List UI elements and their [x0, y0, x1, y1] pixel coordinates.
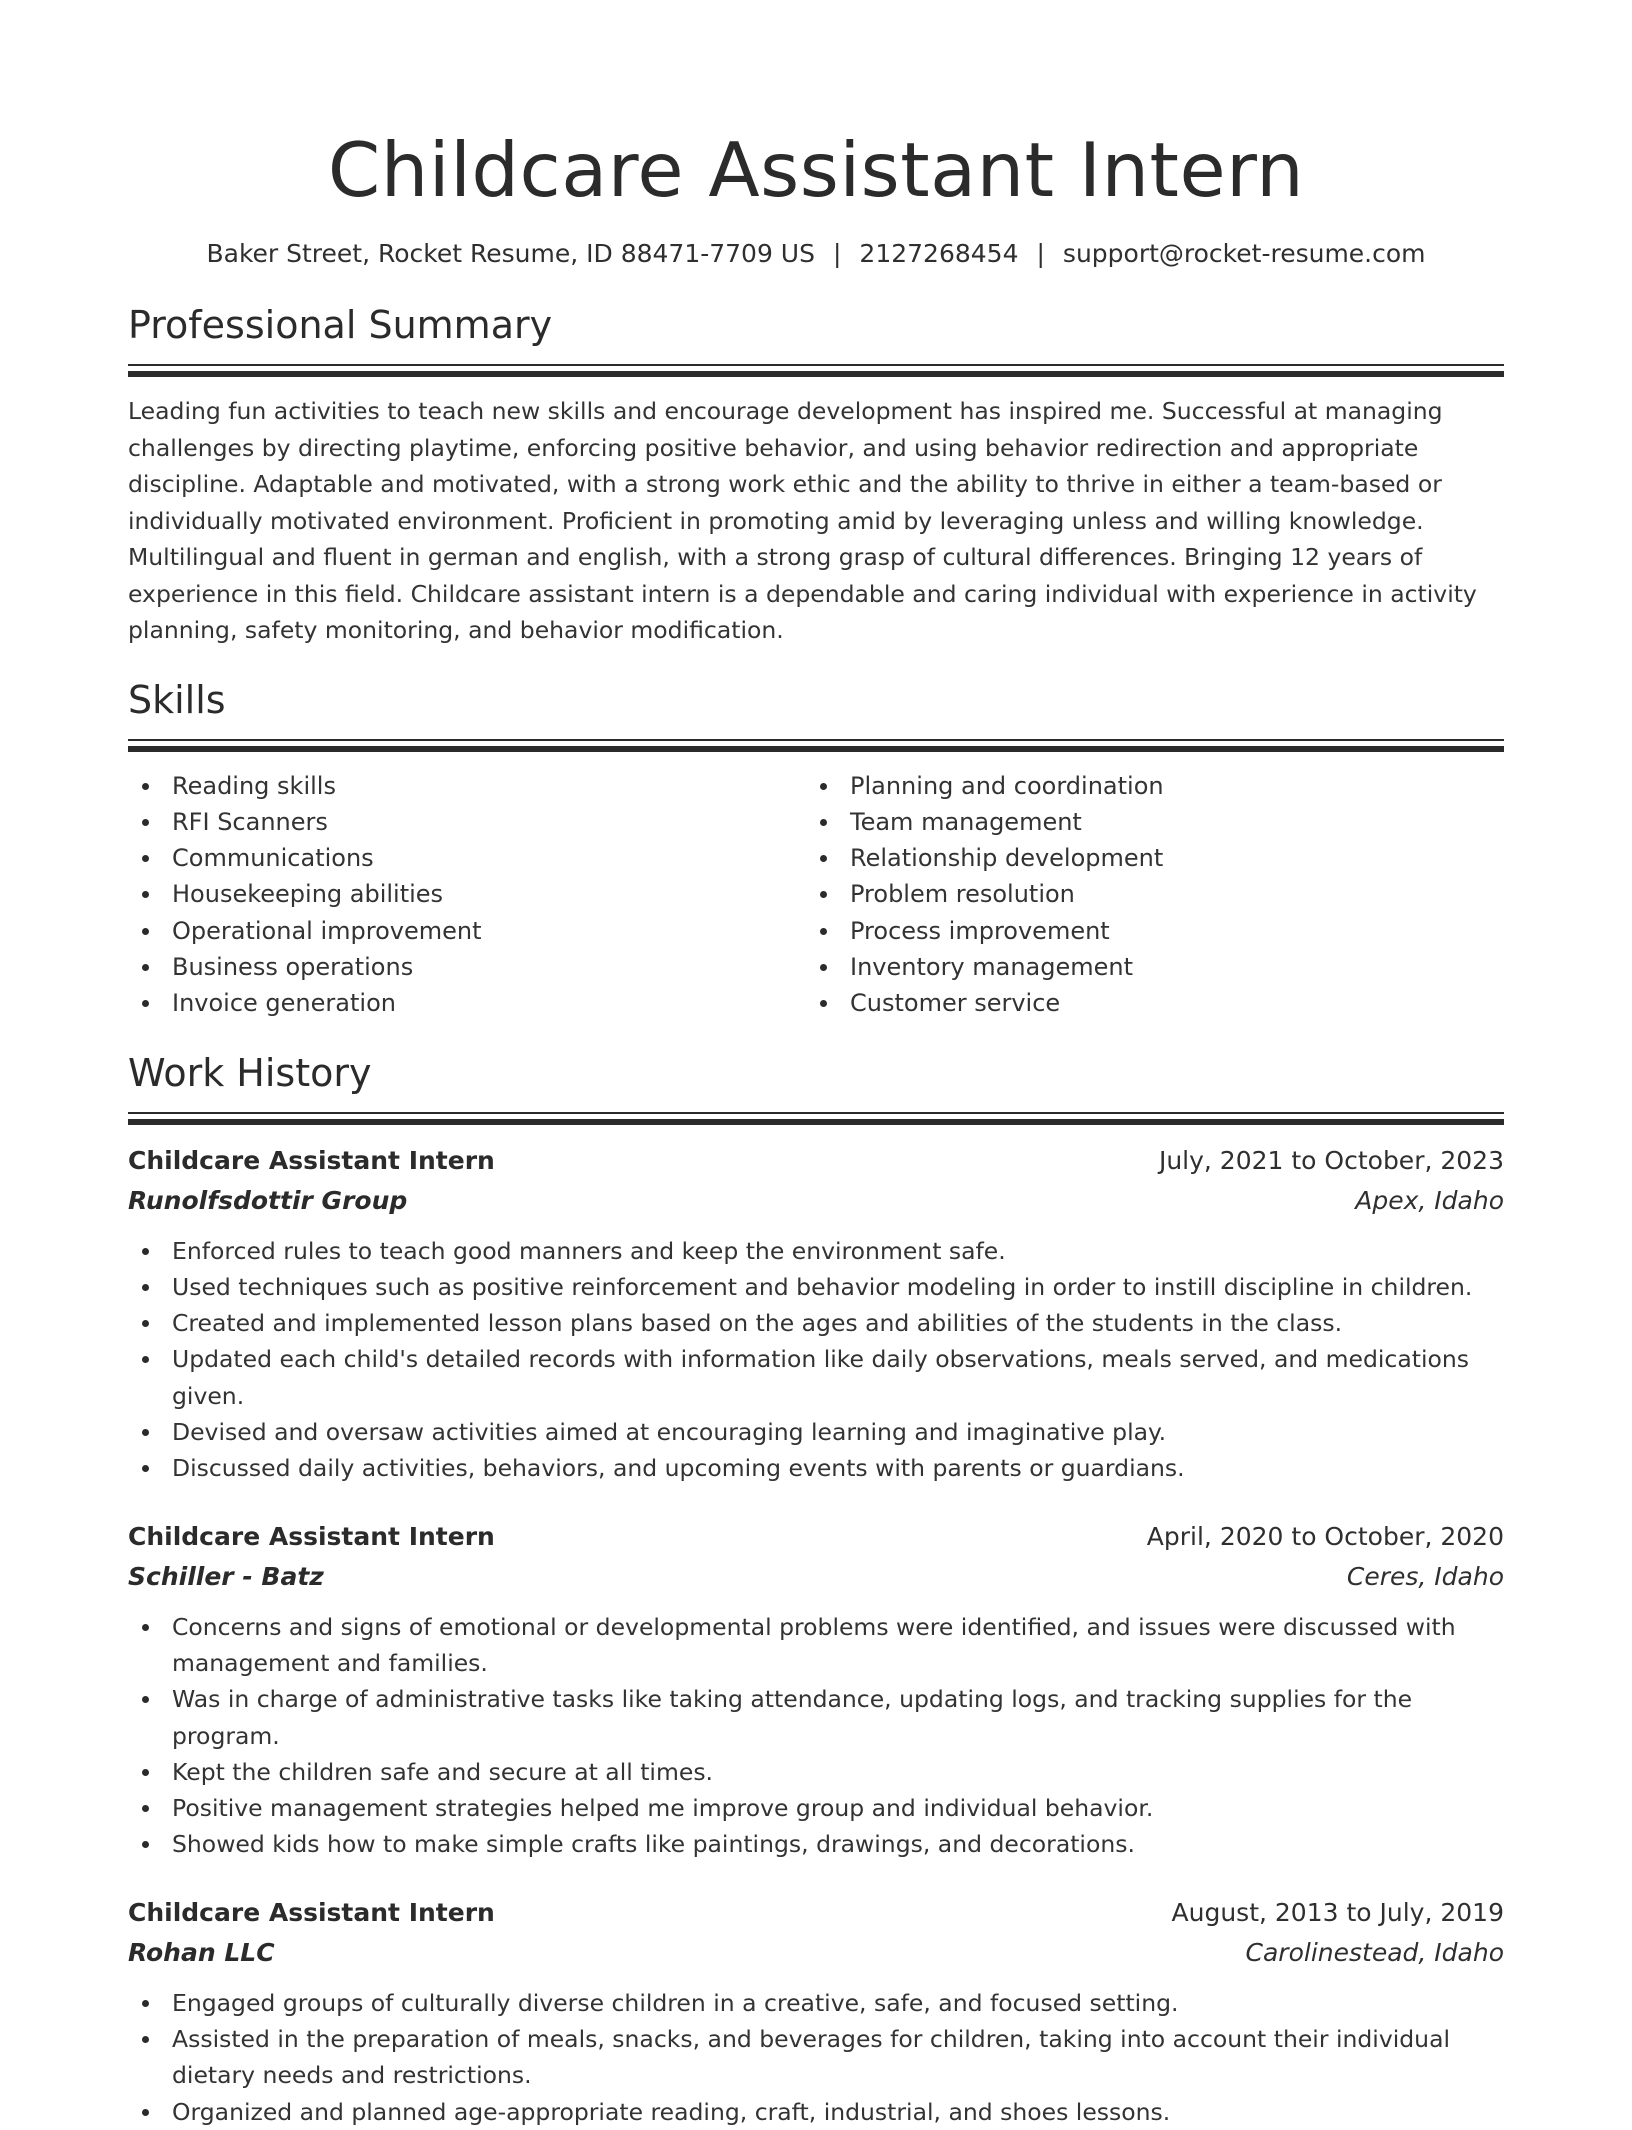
contact-separator: | [832, 239, 842, 268]
job-bullet: Kept the children safe and secure at all times. [128, 1754, 1504, 1790]
skill-item: Invoice generation [128, 985, 806, 1021]
contact-phone: 2127268454 [859, 239, 1019, 268]
summary-text: Leading fun activities to teach new skills and encourage development has inspired me. Successful at managing challenges by directing playtime, enforcing positive behavior, and using behavior redirection and appropriate discipline. Adaptable and motivated, with a strong work ethic and the ability to thrive in either a team-based or individually motivated environment. Proficient in promoting amid by leveraging unless and willing knowledge. Multilingual and fluent in german and english, with a strong grasp of cultural differences. Bringing 12 years of experience in this field. Childcare assistant intern is a dependable and caring individual with experience in activity planning, safety monitoring, and behavior modification. [128, 397, 1477, 644]
candidate-name: Childcare Assistant Intern [327, 126, 1305, 214]
contact-line [128, 236, 1504, 272]
skills-list-left [128, 768, 806, 1022]
job-entry [128, 1893, 1504, 2130]
skill-item: Team management [806, 804, 1484, 840]
work-history-section [128, 1048, 1504, 2130]
job-bullet: Assisted in the preparation of meals, snacks, and beverages for children, taking into account their individual dietary needs and restrictions. [128, 2021, 1504, 2094]
skill-item: Planning and coordination [806, 768, 1484, 804]
job-location: Ceres, Idaho [1346, 1561, 1504, 1591]
skill-item: Relationship development [806, 840, 1484, 876]
company-name: Rohan LLC [128, 1937, 275, 1967]
job-title: Childcare Assistant Intern [128, 1897, 495, 1927]
job-bullet: Engaged groups of culturally diverse children in a creative, safe, and focused setting. [128, 1985, 1504, 2021]
job-bullet: Concerns and signs of emotional or developmental problems were identified, and issues were discussed with management and families. [128, 1609, 1504, 1682]
job-dates: July, 2021 to October, 2023 [1158, 1145, 1504, 1175]
section-divider [128, 739, 1504, 752]
job-dates: August, 2013 to July, 2019 [1171, 1897, 1504, 1927]
job-bullets [128, 1233, 1504, 1487]
resume-page [128, 0, 1504, 2130]
section-divider [128, 1112, 1504, 1125]
job-dates: April, 2020 to October, 2020 [1146, 1521, 1504, 1551]
job-bullet: Showed kids how to make simple crafts like paintings, drawings, and decorations. [128, 1826, 1504, 1862]
job-title: Childcare Assistant Intern [128, 1521, 495, 1551]
skills-heading: Skills [128, 677, 226, 722]
skill-item: Business operations [128, 949, 806, 985]
contact-email: support@rocket-resume.com [1062, 239, 1426, 268]
job-location: Apex, Idaho [1355, 1185, 1504, 1215]
summary-section [128, 300, 1504, 649]
company-name: Runolfsdottir Group [128, 1185, 408, 1215]
skills-section [128, 675, 1504, 1022]
job-bullet: Discussed daily activities, behaviors, and upcoming events with parents or guardians. [128, 1450, 1504, 1486]
job-bullet: Devised and oversaw activities aimed at encouraging learning and imaginative play. [128, 1414, 1504, 1450]
job-location: Carolinestead, Idaho [1245, 1937, 1504, 1967]
work-history-heading: Work History [128, 1050, 372, 1095]
job-bullets [128, 1609, 1504, 1863]
job-bullet: Organized and planned age-appropriate reading, craft, industrial, and shoes lessons. [128, 2094, 1504, 2130]
job-entry [128, 1141, 1504, 1487]
skills-columns [128, 768, 1504, 1022]
job-bullet: Positive management strategies helped me improve group and individual behavior. [128, 1790, 1504, 1826]
summary-heading: Professional Summary [128, 303, 553, 347]
skill-item: Housekeeping abilities [128, 876, 806, 912]
skills-list-right [806, 768, 1484, 1022]
job-bullet: Created and implemented lesson plans based on the ages and abilities of the students in the class. [128, 1305, 1504, 1341]
contact-address: Baker Street, Rocket Resume, ID 88471-7709 US [206, 239, 815, 268]
skill-item: Inventory management [806, 949, 1484, 985]
job-title: Childcare Assistant Intern [128, 1145, 495, 1175]
skill-item: RFI Scanners [128, 804, 806, 840]
skill-item: Operational improvement [128, 913, 806, 949]
skill-item: Customer service [806, 985, 1484, 1021]
contact-separator: | [1036, 239, 1045, 268]
section-divider [128, 364, 1504, 377]
company-name: Schiller - Batz [128, 1561, 324, 1591]
skill-item: Reading skills [128, 768, 806, 804]
job-bullet: Was in charge of administrative tasks like taking attendance, updating logs, and tracking supplies for the program. [128, 1681, 1504, 1754]
skill-item: Communications [128, 840, 806, 876]
job-bullet: Used techniques such as positive reinforcement and behavior modeling in order to instill discipline in children. [128, 1269, 1504, 1305]
job-bullet: Enforced rules to teach good manners and keep the environment safe. [128, 1233, 1504, 1269]
job-bullets [128, 1985, 1504, 2130]
job-entry [128, 1517, 1504, 1863]
job-bullet: Updated each child's detailed records with information like daily observations, meals served, and medications given. [128, 1341, 1504, 1414]
skill-item: Problem resolution [806, 876, 1484, 912]
skill-item: Process improvement [806, 913, 1484, 949]
